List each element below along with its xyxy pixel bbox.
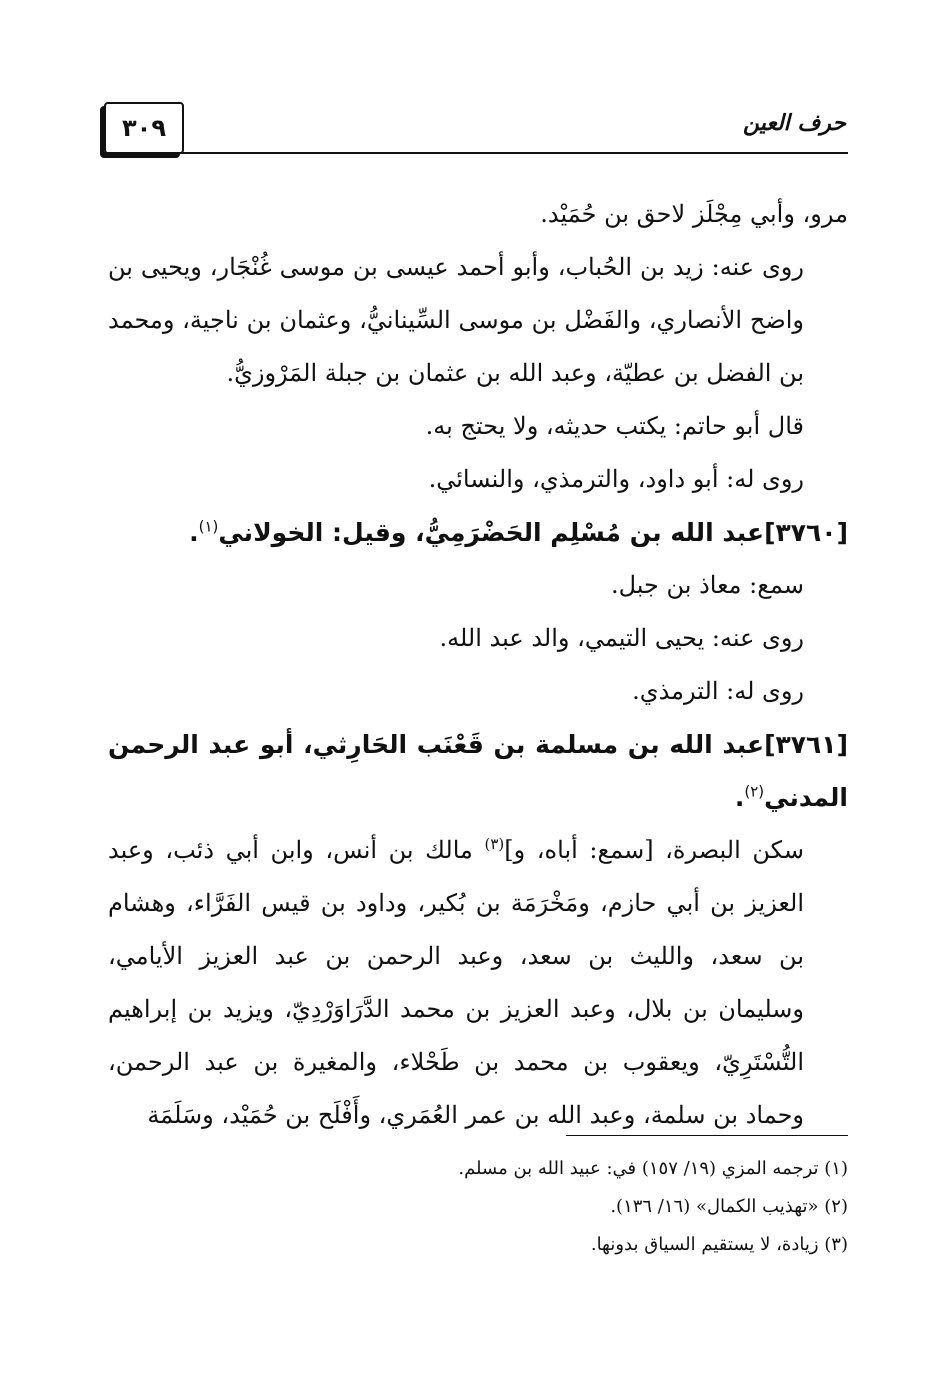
footnote-2: (٢) «تهذيب الكمال» (١٦/ ١٣٦).: [610, 1196, 848, 1217]
entry-number-3760: [٣٧٦٠]: [764, 518, 848, 547]
abu-hatim-line: قال أبو حاتم: يكتب حديثه، ولا يحتج به.: [425, 412, 804, 440]
entry-heading-3760: [108, 506, 848, 559]
entry-name-3760: عبد الله بن مُسْلِم الحَضْرَمِيُّ، وقيل: الخولاني: [218, 518, 765, 547]
teachers-paragraph: [108, 824, 848, 1142]
footnote-3: (٣) زيادة، لا يستقيم السياق بدونها.: [590, 1234, 848, 1255]
footnote-ref-3: (٣): [484, 835, 505, 853]
entry-heading-3761: [108, 718, 848, 824]
teachers-paragraph-rest: مالك بن أنس، وابن أبي ذئب، وعبد العزيز بن أبي حازم، ومَخْرَمَة بن بُكير، وداود بن قيس الفَرَّاء، وهشام بن سعد، والليث بن سعد، وعبد الرحمن بن عبد العزيز الأيامي، وسليمان بن بلال، وعبد العزيز بن محمد الدَّرَاوَرْدِيّ، ويزيد بن إبراهيم التُّسْتَرِيّ، ويعقوب بن محمد بن طَحْلاء، والمغيرة بن عبد الرحمن، وحماد بن سلمة، وعبد الله بن عمر العُمَري، وأَفْلَح بن حُمَيْد، وسَلَمَة: [108, 836, 804, 1129]
samia-line: سمع: معاذ بن جبل.: [611, 571, 804, 599]
entry-end-3760: .: [189, 518, 199, 547]
footnote-ref-2: (٢): [744, 782, 765, 801]
footnote-rule: [566, 1135, 848, 1136]
footnotes: [300, 1150, 848, 1264]
entry-end-3761: .: [734, 783, 745, 812]
main-text: [108, 188, 848, 1142]
footnote-1: (١) ترجمه المزي (١٩/ ١٥٧) في: عبيد الله بن مسلم.: [458, 1158, 848, 1179]
narrators-paragraph: روى عنه: زيد بن الحُباب، وأبو أحمد عيسى بن موسى غُنْجَار، ويحيى بن واضح الأنصاري، والفَضْل بن موسى السِّينانيُّ، وعثمان بن ناجية، ومحمد بن الفضل بن عطيّة، وعبد الله بن عثمان بن جبلة المَرْوزيُّ.: [108, 253, 804, 387]
continuation-line: مرو، وأبي مِجْلَز لاحق بن حُمَيْد.: [540, 200, 848, 228]
header-rule: [104, 152, 848, 154]
teachers-paragraph-start: سكن البصرة، [سمع: أباه، و]: [504, 836, 804, 864]
rawa-lahu-line-1: روى له: أبو داود، والترمذي، والنسائي.: [428, 465, 804, 493]
footnote-ref-1: (١): [198, 517, 219, 536]
entry-name-3761: عبد الله بن مسلمة بن قَعْنَب الحَارِثي، أبو عبد الرحمن المدني: [108, 730, 848, 812]
entry-number-3761: [٣٧٦١]: [764, 730, 848, 759]
running-title: حرف العين: [742, 110, 846, 136]
rawa-lahu-line-2: روى له: الترمذي.: [632, 677, 804, 705]
page-number: ٣٠٩: [104, 102, 184, 154]
rawa-anhu-line-2: روى عنه: يحيى التيمي، والد عبد الله.: [439, 624, 804, 652]
